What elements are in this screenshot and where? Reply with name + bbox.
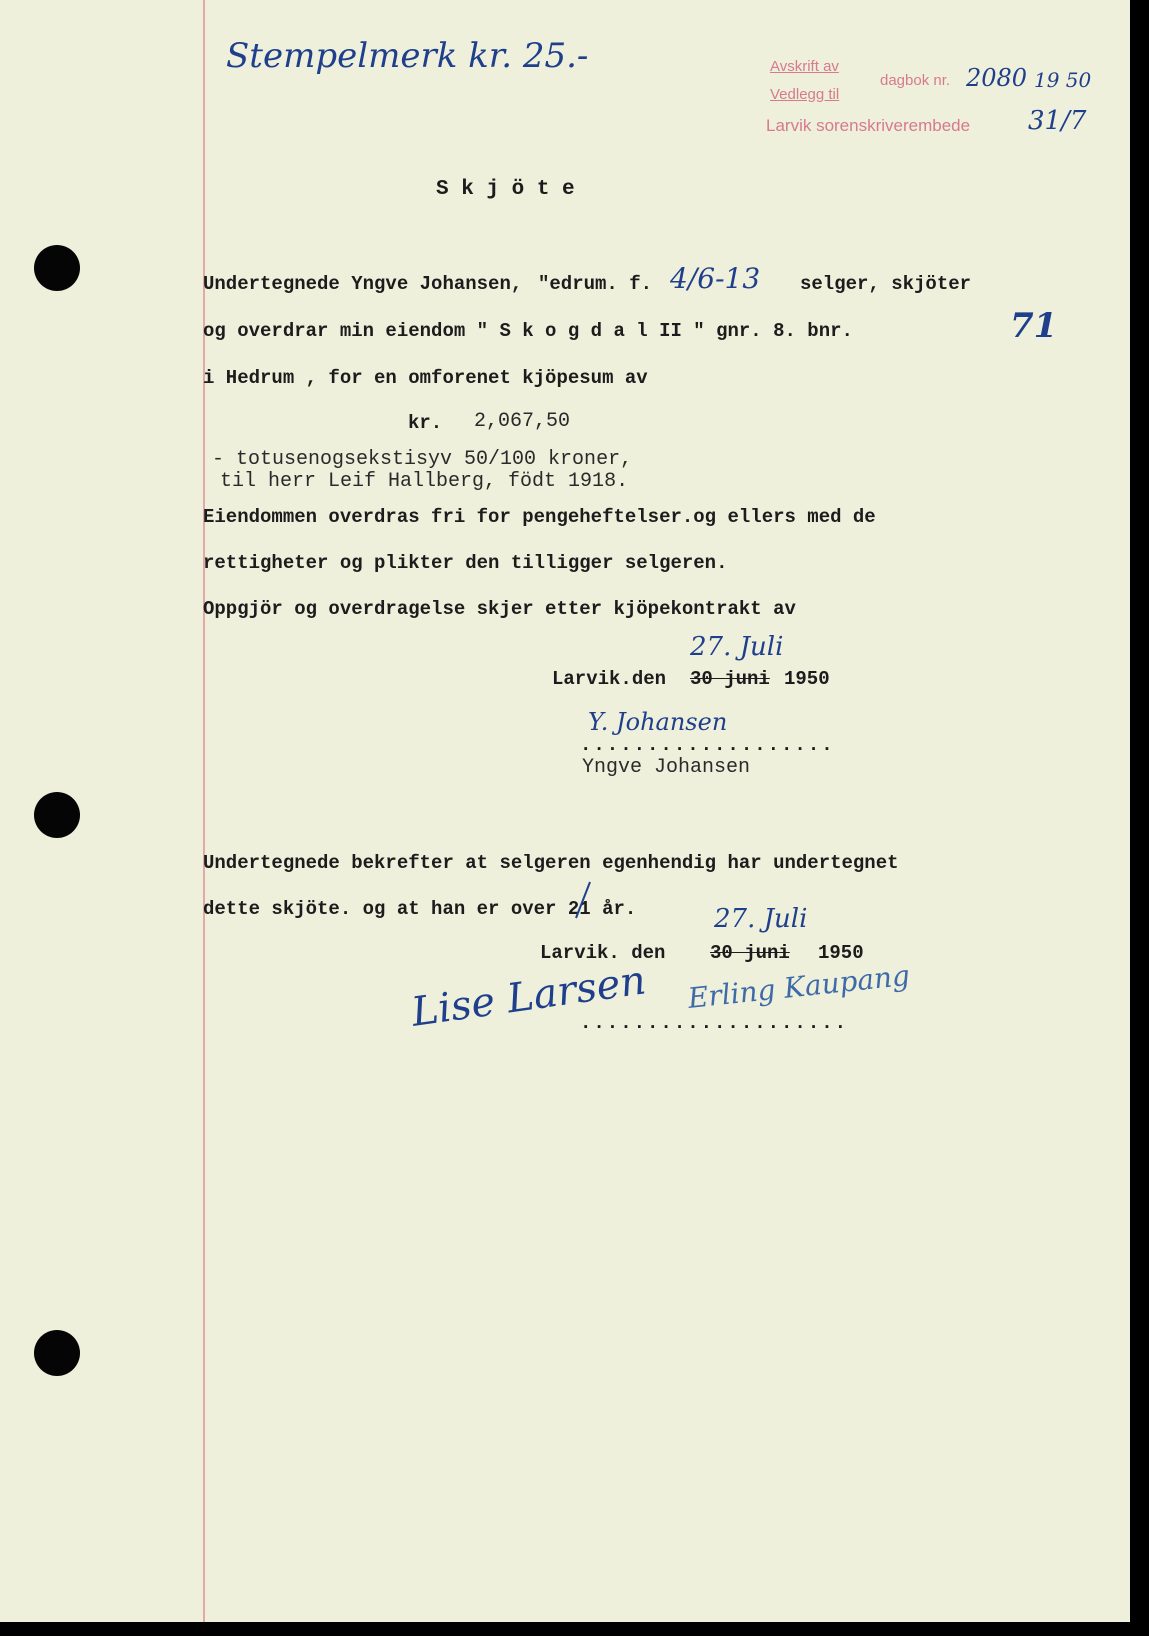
witness-line-1: Undertegnede bekrefter at selgeren egenhendig har undertegnet [203, 852, 899, 874]
registry-year: 19 50 [1034, 68, 1092, 92]
registry-diary-label: dagbok nr. [880, 72, 951, 89]
registry-prefix: Avskrift av [770, 58, 839, 75]
document-title: S k j ö t e [436, 178, 575, 201]
birth-date: 4/6-13 [670, 262, 761, 295]
body-line-2: og overdrar min eiendom " S k o g d a l II " gnr. 8. bnr. [203, 320, 853, 342]
punch-hole [34, 245, 80, 291]
registry-office: Larvik sorenskriverembede [766, 116, 971, 135]
body-line-1a: Undertegnede Yngve Johansen, [203, 273, 523, 295]
witness-line-2: dette skjöte. og at han er over 21 år. [203, 898, 637, 920]
pen-stroke [572, 880, 592, 920]
witness-sign-place: Larvik. den [540, 942, 666, 964]
body-line-4: Eiendommen overdras fri for pengeheftelser.og ellers med de [203, 506, 876, 528]
witness-sign-date-struck: 30 juni [710, 942, 790, 964]
witness-signature-2: Erling Kaupang [686, 958, 912, 1015]
witness-sign-year: 1950 [818, 942, 864, 964]
body-line-5: rettigheter og plikter den tilligger selgeren. [203, 552, 728, 574]
seller-signature: Y. Johansen [588, 708, 728, 736]
punch-hole [34, 792, 80, 838]
seller-sign-date-handwritten: 27. Juli [690, 632, 784, 662]
punch-hole [34, 1330, 80, 1376]
witness-signature-line: .................... [580, 1012, 849, 1034]
registry-diary-number: 2080 [966, 64, 1028, 92]
witness-signature-1: Lise Larsen [408, 957, 649, 1036]
witness-sign-date-handwritten: 27. Juli [714, 904, 808, 934]
seller-sign-year: 1950 [784, 668, 830, 690]
margin-line [203, 0, 205, 1622]
body-line-3: i Hedrum , for en omforenet kjöpesum av [203, 367, 648, 389]
amount-label: kr. [408, 412, 443, 434]
registry-attachment: Vedlegg til [770, 86, 840, 103]
registry-date: 31/7 [1028, 106, 1087, 136]
seller-signature-line: ................... [580, 734, 835, 756]
seller-sign-date-struck: 30 juni [690, 668, 770, 690]
body-line-1b: "edrum. f. [538, 273, 653, 295]
stamp-duty-note: Stempelmerk kr. 25.- [226, 36, 589, 76]
seller-sign-place: Larvik.den [552, 668, 667, 690]
body-line-6: Oppgjör og overdragelse skjer etter kjöpekontrakt av [203, 598, 796, 620]
buyer-line: til herr Leif Hallberg, födt 1918. [220, 470, 629, 493]
amount-words: - totusenogsekstisyv 50/100 kroner, [212, 448, 633, 471]
bnr-number: 71 [1010, 306, 1058, 346]
seller-name: Yngve Johansen [582, 756, 751, 779]
amount-value: 2,067,50 [474, 410, 571, 433]
body-line-1c: selger, skjöter [800, 273, 972, 295]
